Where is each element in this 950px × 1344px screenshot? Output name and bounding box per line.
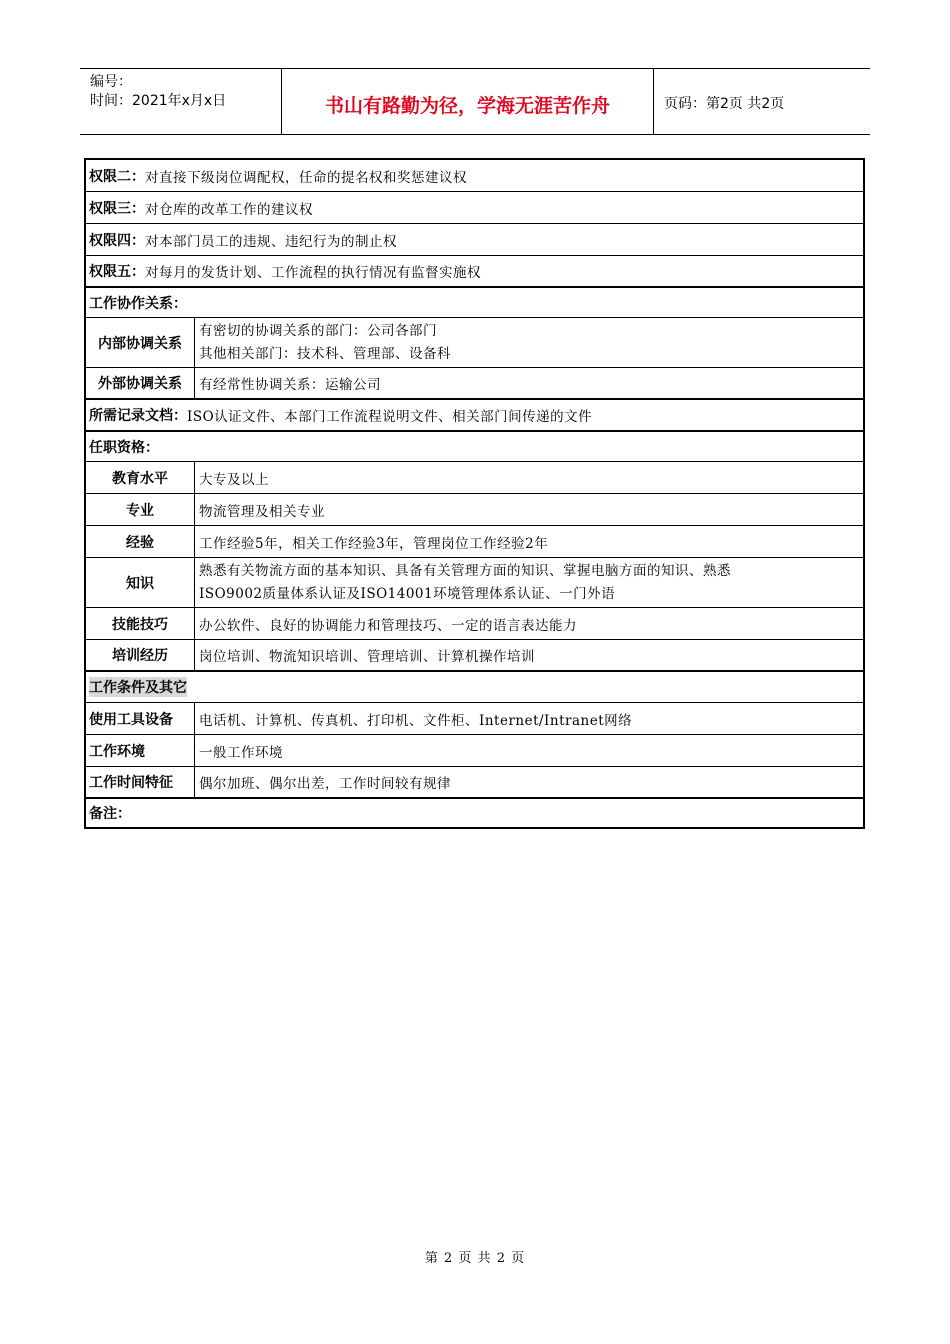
training-value: 岗位培训、物流知识培训、管理培训、计算机操作培训: [199, 649, 535, 665]
permission-text: 对直接下级岗位调配权，任命的提名权和奖惩建议权: [145, 169, 467, 186]
job-description-table: [84, 158, 865, 829]
header-page-info: 页码：第2页 共2页: [664, 95, 785, 112]
records-row: [86, 400, 863, 432]
major-label: 专业: [126, 502, 154, 519]
skills-label: 技能技巧: [112, 616, 168, 633]
major-row: [86, 494, 863, 526]
section-heading-conditions: [86, 672, 863, 703]
work-time-row: [86, 767, 863, 799]
internal-coordination-line: 其他相关部门：技术科、管理部、设备科: [199, 345, 451, 362]
tools-value: 电话机、计算机、传真机、打印机、文件柜、Internet/Intranet网络: [199, 712, 633, 729]
environment-value: 一般工作环境: [199, 744, 283, 761]
training-label: 培训经历: [112, 648, 168, 664]
tools-label: 使用工具设备: [89, 711, 173, 728]
knowledge-label: 知识: [126, 575, 154, 592]
section-title: 工作协作关系：: [89, 293, 187, 313]
internal-coordination-line: 有密切的协调关系的部门：公司各部门: [199, 322, 437, 339]
environment-label: 工作环境: [89, 743, 145, 760]
internal-coordination-row: [86, 318, 863, 368]
knowledge-line: 熟悉有关物流方面的基本知识、具备有关管理方面的知识、掌握电脑方面的知识、熟悉: [199, 562, 731, 579]
knowledge-row: [86, 558, 863, 608]
external-coordination-value: 有经常性协调关系：运输公司: [199, 377, 381, 393]
education-label: 教育水平: [112, 470, 168, 487]
training-row: [86, 640, 863, 672]
remarks-label: 备注：: [89, 803, 131, 823]
permission-row: [86, 224, 863, 256]
knowledge-line: ISO9002质量体系认证及ISO14001环境管理体系认证、一门外语: [199, 585, 616, 602]
time-label: 时间：2021年x月x日: [90, 93, 227, 109]
records-value: ISO认证文件、本部门工作流程说明文件、相关部门间传递的文件: [187, 409, 593, 425]
skills-row: [86, 608, 863, 640]
permission-text: 对每月的发货计划、工作流程的执行情况有监督实施权: [145, 265, 481, 281]
permission-label: 权限四：: [89, 232, 145, 249]
permission-row: [86, 160, 863, 192]
section-heading-qualifications: [86, 432, 863, 462]
tools-row: [86, 703, 863, 735]
permission-label: 权限五：: [89, 264, 145, 280]
permission-row: [86, 256, 863, 288]
page-header: [80, 68, 870, 135]
external-coordination-row: [86, 368, 863, 400]
work-time-label: 工作时间特征: [89, 775, 173, 791]
remarks-row: [86, 799, 863, 827]
permission-label: 权限二：: [89, 168, 145, 185]
experience-value: 工作经验5年，相关工作经验3年，管理岗位工作经验2年: [199, 535, 549, 552]
header-motto: 书山有路勤为径，学海无涯苦作舟: [282, 69, 654, 134]
work-time-value: 偶尔加班、偶尔出差，工作时间较有规律: [199, 776, 451, 792]
permission-text: 对本部门员工的违规、违纪行为的制止权: [145, 233, 397, 250]
permission-label: 权限三：: [89, 200, 145, 217]
internal-coordination-label: 内部协调关系: [98, 335, 182, 352]
environment-row: [86, 735, 863, 767]
header-meta: [80, 69, 282, 134]
major-value: 物流管理及相关专业: [199, 503, 325, 520]
page-footer: 第 2 页 共 2 页: [424, 1251, 526, 1266]
section-heading-cooperation: [86, 288, 863, 318]
section-title: 工作条件及其它: [89, 677, 187, 697]
experience-row: [86, 526, 863, 558]
experience-label: 经验: [126, 534, 154, 551]
skills-value: 办公软件、良好的协调能力和管理技巧、一定的语言表达能力: [199, 617, 577, 634]
section-title: 任职资格：: [89, 437, 159, 457]
external-coordination-label: 外部协调关系: [98, 376, 182, 392]
permission-text: 对仓库的改革工作的建议权: [145, 201, 313, 218]
permission-row: [86, 192, 863, 224]
number-label: 编号：: [90, 74, 132, 90]
records-label: 所需记录文档：: [89, 408, 187, 424]
education-value: 大专及以上: [199, 471, 269, 488]
education-row: [86, 462, 863, 494]
